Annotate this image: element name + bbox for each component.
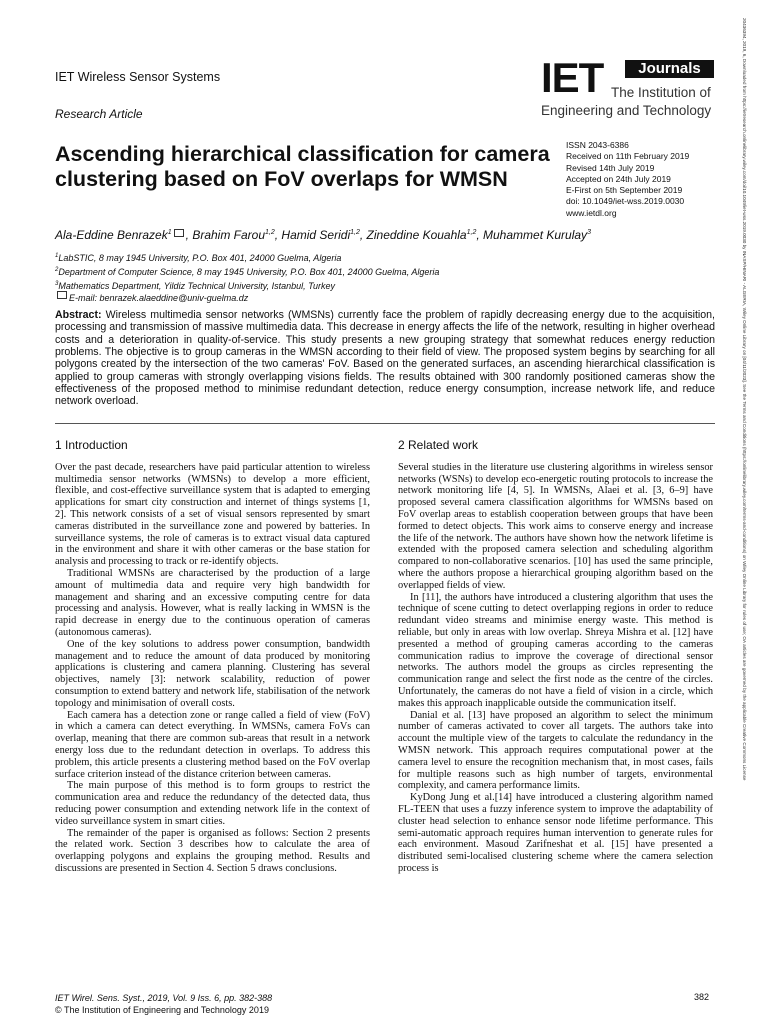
- logo-line-2: Engineering and Technology: [541, 103, 712, 118]
- author-affil: 1,2: [265, 229, 275, 236]
- author-name: Hamid Seridi: [281, 228, 351, 242]
- paragraph: Several studies in the literature use clustering algorithms in wireless sensor networks (WSNs) to develop eco-energetic routing protocols to increase the network monitoring life [4, 5]. In WMSNs, Alaei et al. [3, 6–9] have proposed several camera classification algorithms for WMSNs based on FoV overlap areas to establish cooperation between groups that have been formed to detect objects. This work aims to conserve energy and increase the life of the network. The authors have shown how the network lifetime is extended with the proposed camera selection and scheduling algorithm compared to non-collaborative scenarios. [10] has used the same principle, where the authors propose a hierarchical grouping algorithm based on the overlapped fields of view.: [398, 461, 713, 591]
- paragraph: Traditional WMSNs are characterised by the production of a large amount of multimedia data and require very high bandwidth for management and sharing and an excessive computing centre for data processing and analysis. However, what is really lacking in WMSN is the rapid decrease in energy due to the continuous operation of cameras (autonomous cameras).: [55, 567, 370, 638]
- envelope-icon: [174, 229, 184, 237]
- download-note: [741, 18, 753, 1008]
- paper-title: Ascending hierarchical classification for camera clustering based on FoV overlaps for WMSN: [55, 142, 550, 191]
- paragraph: KyDong Jung et al.[14] have introduced a clustering algorithm named FL-TEEN that uses a fuzzy inference system to improve the adaptability of cluster head selection to enhance sensor node lifetime performance. This semi-automatic approach requires human intervention to generate rules for each environment. Masoud Zarifneshat et al. [15] have presented a distributed semi-localised clustering scheme where the camera selection process is: [398, 792, 713, 874]
- affiliation: $^3$Mathematics Department, Yildiz Technical University, Istanbul, Turkey: [55, 281, 335, 291]
- article-type: Research Article: [55, 107, 143, 121]
- author-name: Muhammet Kurulay: [483, 228, 588, 242]
- citation: IET Wirel. Sens. Syst., 2019, Vol. 9 Iss. 6, pp. 382-388: [55, 993, 273, 1003]
- paragraph: In [11], the authors have introduced a clustering algorithm that uses the technique of scene cutting to detect overlapping regions in order to reduce redundant video streams and minimise energy waste. This method is reliable, but only in areas with low overlap. Shreya Mishra et al. [12] have presented a method of grouping cameras according to the cameras communication radius to improve the coverage of directional sensor networks. The authors model the groups as circles representing the communication range and select the first node as the centre of the circles. Unfortunately, the cameras do not have a field of vision in a circle, which makes this approach inapplicable outside the communication itself.: [398, 591, 713, 709]
- website-link[interactable]: www.ietdl.org: [566, 207, 617, 218]
- revised-date: Revised 14th July 2019: [566, 162, 655, 173]
- paragraph: Over the past decade, researchers have paid particular attention to wireless multimedia sensor networks (WMSNs) to develop a more efficient, flexible, and cost-effective surveillance system that is adapted to emerging applications for smart city construction and internet of things systems [1, 2]. This network consists of a set of visual sensors represented by smart cameras distributed in the surveillance zone and powered by batteries. In surveillance systems, the role of cameras is to extract visual data captured in the environment and share it with other cameras or the base station for analysis and processing to track or re-identify objects.: [55, 461, 370, 568]
- abstract: [55, 309, 715, 408]
- author-name: Brahim Farou: [192, 228, 266, 242]
- author-affil: 1,2: [350, 229, 360, 236]
- author-list: Ala-Eddine Benrazek$^1$ , Brahim Farou$^{1,2}$, Hamid Seridi$^{1,2}$, Zineddine Kouahla$^{1,2}$, Muhammet Kurulay$^3$: [55, 228, 591, 242]
- issn: ISSN 2043-6386: [566, 140, 629, 150]
- envelope-icon: [57, 291, 67, 299]
- author-affil: 3: [587, 229, 591, 236]
- corresponding-email[interactable]: E-mail: benrazek.alaeddine@univ-guelma.dz: [55, 292, 439, 304]
- paragraph: Each camera has a detection zone or range called a field of view (FoV) in which a camera can detect everything. In WMSNs, camera FoVs can overlap, meaning that there are common sub-areas that result in a network energy loss due to the redundant detection in overlaps. To address this problem, this article presents a clustering method based on the FoV overlap surface criterion instead of the distance criterion between cameras.: [55, 709, 370, 780]
- author-name: Ala-Eddine Benrazek: [55, 228, 168, 242]
- affiliation: $^2$Department of Computer Science, 8 may 1945 University, P.O. Box 401, 24000 Guelma, Algeria: [55, 267, 440, 277]
- abstract-label: Abstract:: [55, 309, 102, 321]
- doi[interactable]: doi: 10.1049/iet-wss.2019.0030: [566, 196, 685, 207]
- affiliations: [55, 250, 439, 304]
- logo-badge: Journals: [625, 60, 714, 78]
- author-name: Zineddine Kouahla: [366, 228, 467, 242]
- author-affil: 1,2: [466, 229, 477, 236]
- abstract-text: Wireless multimedia sensor networks (WMSNs) currently face the problem of rapidly decreasing energy due to the acquisition, processing and transmission of massive multimedia data. This decrease in energy affects the life of the network, resulting in higher overhead costs and a deterioration in quality-of-service. This study presents a new grouping strategy that somewhat reduces energy reduction problems. The objective is to group cameras in the WMSN according to their field of view. The proposed system begins by searching for all polygons created by the intersection of the two cameras' FoV. Based on the generated surfaces, an ascending hierarchical classification is applied to group cameras with strongly overlapping visions fields. The results obtained with 300 randomly positioned cameras show the effectiveness of the proposed method to minimise redundant detection, reduce energy consumption, increase network life, and reduce network overload.: [55, 309, 715, 408]
- accepted-date: Accepted on 24th July 2019: [566, 173, 671, 184]
- paragraph: One of the key solutions to address power consumption, bandwidth management and to reduce the amount of data produced by monitoring applications is clustering and camera planning. Clustering has several objectives, namely [3]: network scalability, reduction of power consumption to extend battery and network life, stabilisation of the network topology and minimisation of overall costs.: [55, 638, 370, 709]
- received-date: Received on 11th February 2019: [566, 151, 690, 162]
- affiliation: $^1$LabSTIC, 8 may 1945 University, P.O. Box 401, 24000 Guelma, Algeria: [55, 253, 342, 263]
- page-number: 382: [694, 992, 710, 1002]
- paragraph: The main purpose of this method is to form groups to restrict the communication area and reduce the redundancy of the detected data, thus reducing power consumption and extending network life in the context of video surveillance system in smart cities.: [55, 780, 370, 827]
- download-note-text: 20436394, 2019, 6, Downloaded from https://ietresearch.onlinelibrary.wiley.com/doi/10.1049/iet-wss.2019.0030 by INASP/HINARI - ALGERIA, Wiley Online Library on [04/11/2023]. See the Terms and Conditions (https://onlinelibrary.wiley.com/terms-and-conditions) on Wiley Online Library for rules of use; OA articles are governed by the applicable Creative Commons License: [742, 18, 747, 781]
- column-right: [398, 440, 713, 875]
- author-affil: 1: [167, 229, 172, 236]
- paragraph: The remainder of the paper is organised as follows: Section 2 presents the related work. Section 3 describes how to calculate the area of overlapping polygons and explains the grouping method. Results and discussions are presented in Section 4. Section 5 draws conclusions.: [55, 827, 370, 874]
- copyright: © The Institution of Engineering and Technology 2019: [55, 1005, 269, 1015]
- column-left: [55, 440, 370, 875]
- journal-name: IET Wireless Sensor Systems: [55, 70, 221, 84]
- publication-info: [566, 140, 736, 219]
- logo-line-1: The Institution of: [611, 85, 711, 100]
- section-heading-related-work: 2 Related work: [398, 438, 479, 452]
- footer-citation: [55, 992, 272, 1016]
- logo-mark: IET: [541, 54, 604, 101]
- section-heading-introduction: 1 Introduction: [55, 438, 128, 452]
- divider: [55, 423, 715, 424]
- paragraph: Danial et al. [13] have proposed an algorithm to select the minimum number of cameras activated to cover all targets. The authors take into account the multiple view of the targets to calculate the redundancy in the WMSN network. This approach requires computational power at the camera level to ensure the recognition mechanism that, in most cases, fails for multiple reasons such as high number of targets, environmental complexity, and camera performance limits.: [398, 709, 713, 792]
- e-first-date: E-First on 5th September 2019: [566, 185, 683, 196]
- iet-journals-logo: [541, 54, 717, 122]
